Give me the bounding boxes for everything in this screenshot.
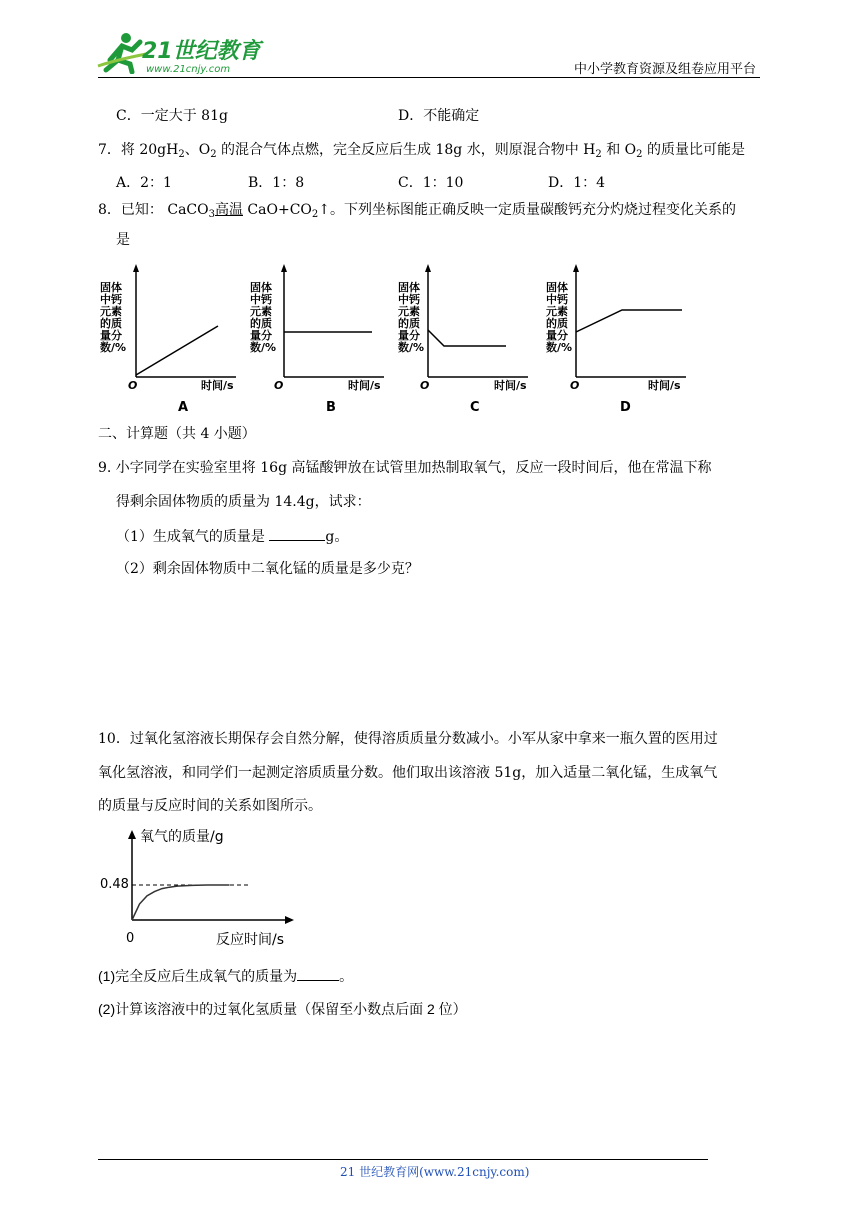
q8-graph-b [248, 262, 388, 417]
graph-b-letter: B [326, 400, 336, 415]
q10-sub2: (2)计算该溶液中的过氧化氢质量（保留至小数点后面 2 位） [98, 1001, 467, 1017]
q10-chart [98, 826, 298, 956]
q7-option-a: A．2：1 [116, 175, 172, 191]
q6-option-c: C．一定大于 81g [116, 108, 228, 124]
q9-question-line2: 得剩余固体物质的质量为 14.4g，试求： [116, 494, 371, 510]
graph-a-xlabel: 时间/s [201, 379, 234, 392]
graph-a-ylabel: 固体 中钙 元素 的质 量分 数/% [100, 281, 127, 354]
q7-option-d: D．1：4 [548, 175, 606, 191]
q8-graph-a [98, 262, 238, 417]
q7-question: 7．将 $20gH_2$、$O_2$ 的混合气体点燃，完全反应后生成 18g 水，则原混合物中 $H_2$ 和 $O_2$ 的质量比可能是 [98, 142, 745, 160]
q10-sub1: (1)完全反应后生成氧气的质量为 。 [98, 968, 354, 984]
chart-xlabel: 反应时间/s [216, 932, 285, 948]
graph-b-xlabel: 时间/s [348, 379, 381, 392]
graph-d-line [576, 310, 682, 332]
graph-d-axes [544, 262, 694, 387]
q9-sub1: （1）生成氧气的质量是 g。 [116, 526, 348, 547]
graph-d-ylabel: 固体 中钙 元素 的质 量分 数/% [546, 281, 573, 354]
graph-c-origin: O [420, 379, 430, 392]
chart-ylabel: 氧气的质量/g [140, 829, 224, 845]
q8-question-line2: 是 [116, 232, 130, 248]
chart-y-arrow [128, 830, 136, 839]
q9-sub2: （2）剩余固体物质中二氧化锰的质量是多少克？ [116, 561, 419, 577]
chart-x-arrow [285, 916, 294, 924]
q9-question-line1: 9. 小字同学在实验室里将 16g 高锰酸钾放在试管里加热制取氧气，反应一段时间后，他在常温下称 [98, 460, 712, 476]
platform-name: 中小学教育资源及组卷应用平台 [574, 62, 757, 77]
logo-title: 21世纪教育 [142, 39, 261, 64]
q10-question-line2: 氧化氢溶液，和同学们一起测定溶质质量分数。他们取出该溶液 51g，加入适量二氧化锰，生成氧气 [98, 765, 718, 781]
graph-a-origin: O [128, 379, 138, 392]
graph-c-axes [396, 262, 536, 387]
q8-question: 8．已知： CaCO$_3$高温 $CaO+CO_2↑$。下列坐标图能正确反映一定质量碳酸钙充分灼烧过程变化关系的 [98, 202, 736, 220]
graph-b-origin: O [274, 379, 284, 392]
footer-divider [98, 1159, 708, 1160]
graph-d-xlabel: 时间/s [648, 379, 681, 392]
q8-graph-c [396, 262, 536, 417]
q10-question-line3: 的质量与反应时间的关系如图所示。 [98, 798, 322, 814]
section-heading: 二、计算题（共 4 小题） [98, 426, 256, 442]
q6-option-d: D．不能确定 [398, 108, 480, 124]
chart-origin: 0 [126, 931, 135, 946]
q10-answer-blank[interactable] [297, 966, 339, 981]
graph-b-ylabel: 固体 中钙 元素 的质 量分 数/% [250, 281, 277, 354]
graph-c-letter: C [470, 400, 480, 415]
graph-a-axes [98, 262, 238, 387]
q9-answer-blank[interactable] [269, 526, 325, 541]
graph-a-letter: A [178, 400, 189, 415]
q7-option-c: C．1：10 [398, 175, 464, 191]
graph-d-origin: O [570, 379, 580, 392]
q10-question-line1: 10．过氧化氢溶液长期保存会自然分解，使得溶质质量分数减小。小军从家中拿来一瓶久置的医用过 [98, 731, 718, 747]
header-divider [98, 77, 760, 78]
chart-y-marked-label: 0.48 [100, 877, 129, 892]
graph-c-line [428, 330, 506, 346]
graph-c-ylabel: 固体 中钙 元素 的质 量分 数/% [398, 281, 425, 354]
graph-a-line [136, 326, 218, 375]
q8-graph-d [544, 262, 694, 417]
q7-option-b: B．1：8 [248, 175, 305, 191]
graph-d-letter: D [620, 400, 631, 415]
logo-url: www.21cnjy.com [146, 64, 231, 75]
chart-series-line [132, 885, 230, 920]
graph-b-axes [248, 262, 388, 387]
footer-text: 21 世纪教育网(www.21cnjy.com) [340, 1165, 530, 1179]
graph-c-xlabel: 时间/s [494, 379, 527, 392]
